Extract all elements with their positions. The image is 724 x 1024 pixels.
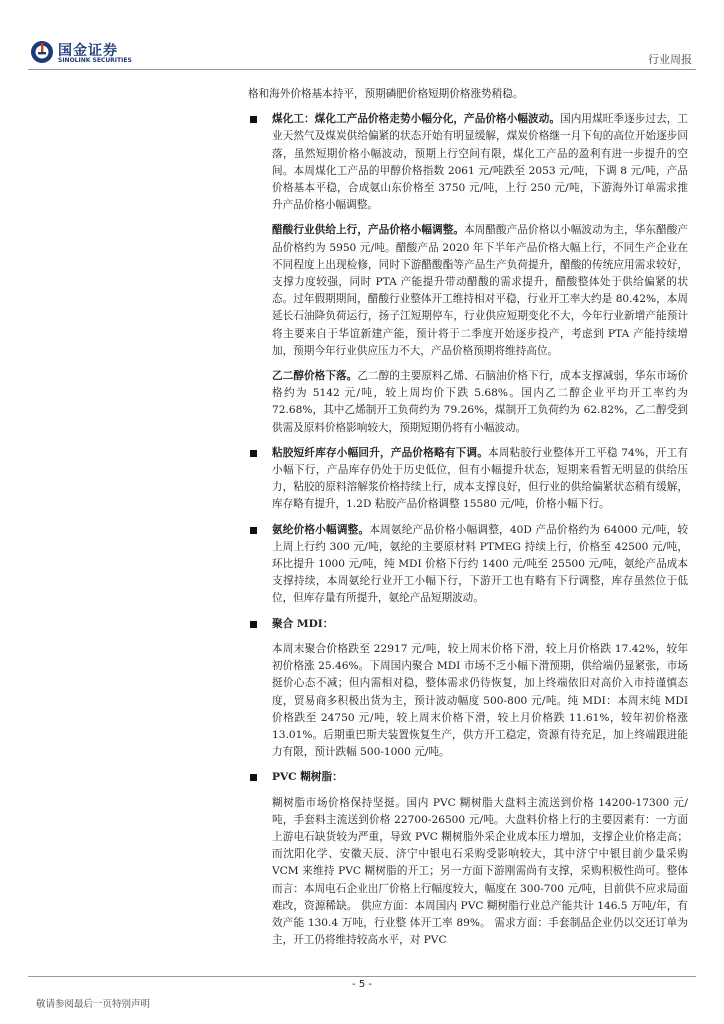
spandex-section xyxy=(248,522,688,608)
logo-name-en: SINOLINK SECURITIES xyxy=(58,57,132,64)
glycol-paragraph xyxy=(272,368,688,437)
section-title: PVC 糊树脂： xyxy=(272,771,343,784)
section-body: 本周末聚合价格跌至 22917 元/吨，较上周末价格下滑，较上月价格跌 17.42%，较年初价格涨 25.46%。下周国内聚合 MDI 市场不乏小幅下滑预期，供给端仍显紧张，市场挺价心态不减；但内需相对稳，整体需求仍待恢复，加上终端依旧对高价入市持谨慎态度，贸易商多积极出货为主，预计波动幅度 500-800 元/吨。纯 MDI：本周末纯 MDI 价格跌至 24750 元/吨，较上周末价格下滑，较上月价格跌 11.61%，较年初价格涨 13.01%。后期重巴斯夫装置恢复生产，供方开工稳定，资源有待充足，加上终端跟进能力有限，预计跌幅 500-1000 元/吨。 xyxy=(272,642,688,759)
disclaimer-note: 敬请参阅最后一页特别声明 xyxy=(36,999,151,1010)
section-title: 聚合 MDI： xyxy=(272,617,334,630)
bullet-square-icon xyxy=(250,116,257,123)
header-divider xyxy=(28,69,696,70)
footer-divider xyxy=(28,976,696,977)
logo-name-cn: 国金证券 xyxy=(58,43,118,59)
bullet-square-icon xyxy=(250,450,257,457)
section-title: 煤化工：煤化工产品价格走势小幅分化，产品价格小幅波动。 xyxy=(272,113,561,126)
company-logo xyxy=(30,40,140,70)
coal-chemical-section xyxy=(248,111,688,437)
viscose-section xyxy=(248,445,688,514)
section-body: 本周醋酸产品价格以小幅波动为主，华东醋酸产品价格约为 5950 元/吨。醋酸产品 2020 年下半年产品价格大幅上行，不同生产企业在不同程度上出现检修，同时下游醋酸酯等产品生产负荷提升，醋酸的传统应用需求较好，支撑力度较强，同时 PTA 产能提升带动醋酸的需求提升，醋酸整体处于供给偏紧的状态。过年假期期间，醋酸行业整体开工维持相对平稳，行业开工率大约是 80.42%，本周延长石油降负荷运行，扬子江短期停车，行业供应短期变化不大，今年行业新增产能预计将主要来自于华谊新建产能，预计将于二季度开始逐步投产，考虑到 PTA 产能持续增加，预期今年行业供应压力不大，产品价格预期将维持高位。 xyxy=(272,224,689,357)
page-number: - 5 - xyxy=(352,979,372,990)
bullet-square-icon xyxy=(250,774,257,781)
intro-paragraph: 格和海外价格基本持平，预期磷肥价格短期价格涨势稍稳。 xyxy=(248,88,524,100)
section-body: 乙二醇的主要原料乙烯、石脑油价格下行，成本支撑减弱，华东市场价格约为 5142 元/吨，较上周均价下跌 5.68%。国内乙二醇企业平均开工率约为 72.68%，其中乙烯制开工负荷约为 79.26%，煤制开工负荷约为 62.82%，乙二醇受到供需及原料价格影响较大，预期短期仍将有小幅波动。 xyxy=(272,370,689,434)
section-body: 本周粘胶行业整体开工平稳 74%，开工有小幅下行，产品库存仍处于历史低位，但有小幅提升状态，短期来看暂无明显的供给压力，粘胶的原料溶解浆价格持续上行，成本支撑良好，但行业的供给偏紧状态稍有缓解，库存略有提升，1.2D 粘胶产品价格调整 15580 元/吨，价格小幅下行。 xyxy=(272,446,688,511)
acetic-acid-paragraph xyxy=(272,222,688,360)
section-title: 乙二醇价格下落。 xyxy=(272,370,358,383)
pvc-section xyxy=(248,769,688,949)
report-body xyxy=(248,86,688,949)
bullet-square-icon xyxy=(250,621,257,628)
section-title: 氨纶价格小幅调整。 xyxy=(272,523,370,536)
page-header xyxy=(0,0,724,72)
section-body: 糊树脂市场价格保持坚挺。国内 PVC 糊树脂大盘料主流送到价格 14200-17300 元/吨，手套料主流送到价格 22700-26500 元/吨。大盘料价格上行的主要因素有：一方面上游电石缺货较为严重，导致 PVC 糊树脂外采企业成本压力增加，支撑企业价格走高；而沈阳化学、安徽天辰、济宁中银电石采购受影响较大，其中济宁中银目前少量采购 VCM 来维持 PVC 糊树脂的开工；另一方面下游刚需尚有支撑，采购积极性尚可。整体而言：本周电石企业出厂价格上行幅度较大，幅度在 300-700 元/吨，目前供不应求局面难改，资源稀缺。 供应方面：本周国内 PVC 糊树脂行业总产能共计 146.5 万吨/年，有效产能 130.4 万吨，行业整 体开工率 89%。 需求方面：手套制品企业仍以交还订单为主，开工仍将维持较高水平，对 PVC xyxy=(272,796,688,947)
bullet-square-icon xyxy=(250,527,257,534)
section-body: 本周氨纶产品价格小幅调整，40D 产品价格约为 64000 元/吨，较上周上行约 300 元/吨，氨纶的主要原材料 PTMEG 持续上行，价格至 42500 元/吨，环比提升 1000 元/吨，纯 MDI 价格下行约 1400 元/吨至 25500 元/吨，氨纶产品成本支撑持续，本周氨纶行业开工小幅下行，下游开工也有略有下行调整，库存虽然位于低位，但库存量有所提升，氨纶产品短期波动。 xyxy=(272,523,688,605)
section-title: 粘胶短纤库存小幅回升，产品价格略有下调。 xyxy=(272,446,489,459)
sinolink-logo-icon xyxy=(30,40,54,64)
section-body: 国内用煤旺季逐步过去，工业天然气及煤炭供给偏紧的状态开始有明显缓解，煤炭价格继一月下旬的高位开始逐步回落，虽然短期价格小幅波动，预期上行空间有限，煤化工产品的盈利有进一步提升的空间。本周煤化工产品的甲醇价格指数 2061 元/吨跌至 2053 元/吨，下调 8 元/吨，产品价格基本平稳，合成氨山东价格至 3750 元/吨，上行 250 元/吨，下游海外订单需求推升产品价格小幅调整。 xyxy=(272,113,689,212)
section-title: 醋酸行业供给上行，产品价格小幅调整。 xyxy=(272,224,465,237)
document-type-label: 行业周报 xyxy=(648,53,692,66)
mdi-section xyxy=(248,616,688,762)
